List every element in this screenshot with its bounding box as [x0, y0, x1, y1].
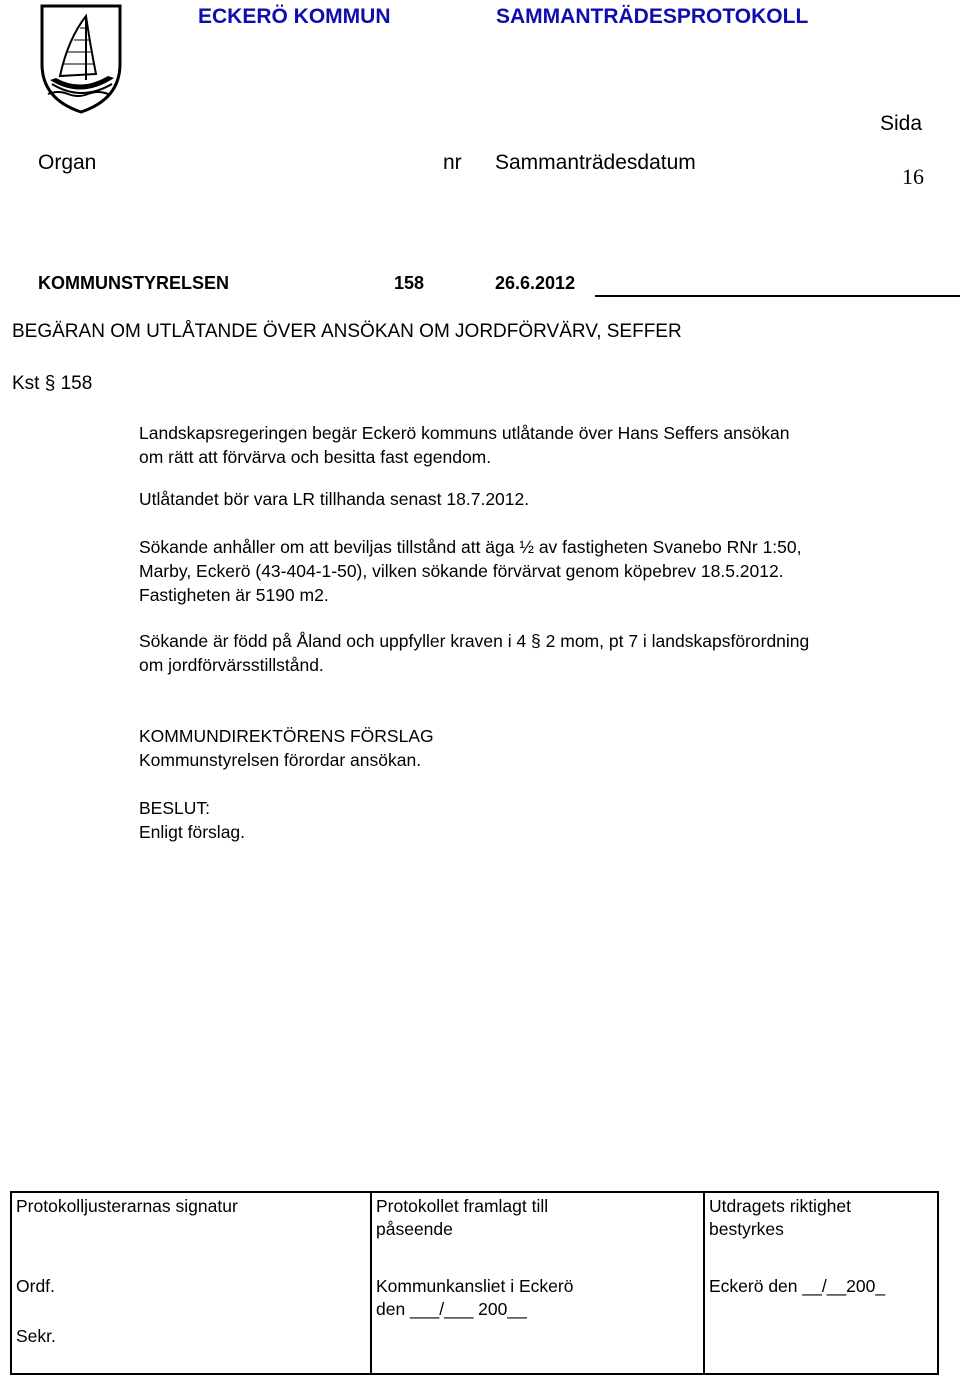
signature-column	[11, 1192, 371, 1374]
meeting-number: 158	[394, 273, 425, 293]
date-label: Sammanträdesdatum	[495, 151, 696, 174]
decision-section	[139, 796, 245, 844]
nr-label: nr	[443, 151, 462, 174]
municipality-name: ECKERÖ KOMMUN	[198, 5, 391, 28]
organ-label: Organ	[38, 151, 97, 174]
proposal-text: Kommunstyrelsen förordar ansökan.	[139, 750, 422, 770]
page-label: Sida	[880, 112, 923, 135]
decision-text: Enligt förslag.	[139, 822, 246, 842]
paragraph-3: Sökande anhåller om att beviljas tillstånd att äga ½ av fastigheten Svanebo RNr 1:50, Marby, Eckerö (43-404-1-50), vilken sökande förvärvat genom köpebrev 18.5.2012. Fastigheten är 5190 m2.	[139, 537, 802, 605]
page-number: 16	[902, 164, 924, 189]
paragraph-1: Landskapsregeringen begär Eckerö kommuns utlåtande över Hans Seffers ansökan om rätt att förvärva och besitta fast egendom.	[139, 423, 790, 467]
organ-value: KOMMUNSTYRELSEN	[38, 273, 230, 293]
matter-title: BEGÄRAN OM UTLÅTANDE ÖVER ANSÖKAN OM JORDFÖRVÄRV, SEFFER	[12, 321, 682, 342]
certification-column	[704, 1192, 938, 1374]
proposal-heading: KOMMUNDIREKTÖRENS FÖRSLAG	[139, 726, 434, 746]
paragraph-4: Sökande är född på Åland och uppfyller kraven i 4 § 2 mom, pt 7 i landskapsförordning om jordförvärsstillstånd.	[139, 631, 810, 675]
signature-table	[10, 1191, 939, 1375]
certification-date: Eckerö den __/__200_	[709, 1276, 886, 1296]
proposal-section	[139, 724, 434, 772]
document-type: SAMMANTRÄDESPROTOKOLL	[496, 5, 809, 28]
display-details: Kommunkansliet i Eckerö den ___/___ 200__	[376, 1276, 574, 1319]
municipal-coat-of-arms-logo	[38, 4, 124, 114]
ordf-label: Ordf.	[16, 1276, 55, 1296]
display-column	[371, 1192, 704, 1374]
display-heading: Protokollet framlagt till påseende	[376, 1196, 549, 1239]
kst-reference: Kst § 158	[12, 373, 93, 394]
signature-heading: Protokolljusterarnas signatur	[16, 1196, 238, 1216]
sekr-label: Sekr.	[16, 1326, 56, 1346]
meeting-date: 26.6.2012	[495, 273, 576, 293]
decision-heading: BESLUT:	[139, 798, 210, 818]
certification-heading: Utdragets riktighet bestyrkes	[709, 1196, 852, 1239]
header-rule	[595, 295, 960, 297]
paragraph-2: Utlåtandet bör vara LR tillhanda senast 18.7.2012.	[139, 489, 530, 509]
